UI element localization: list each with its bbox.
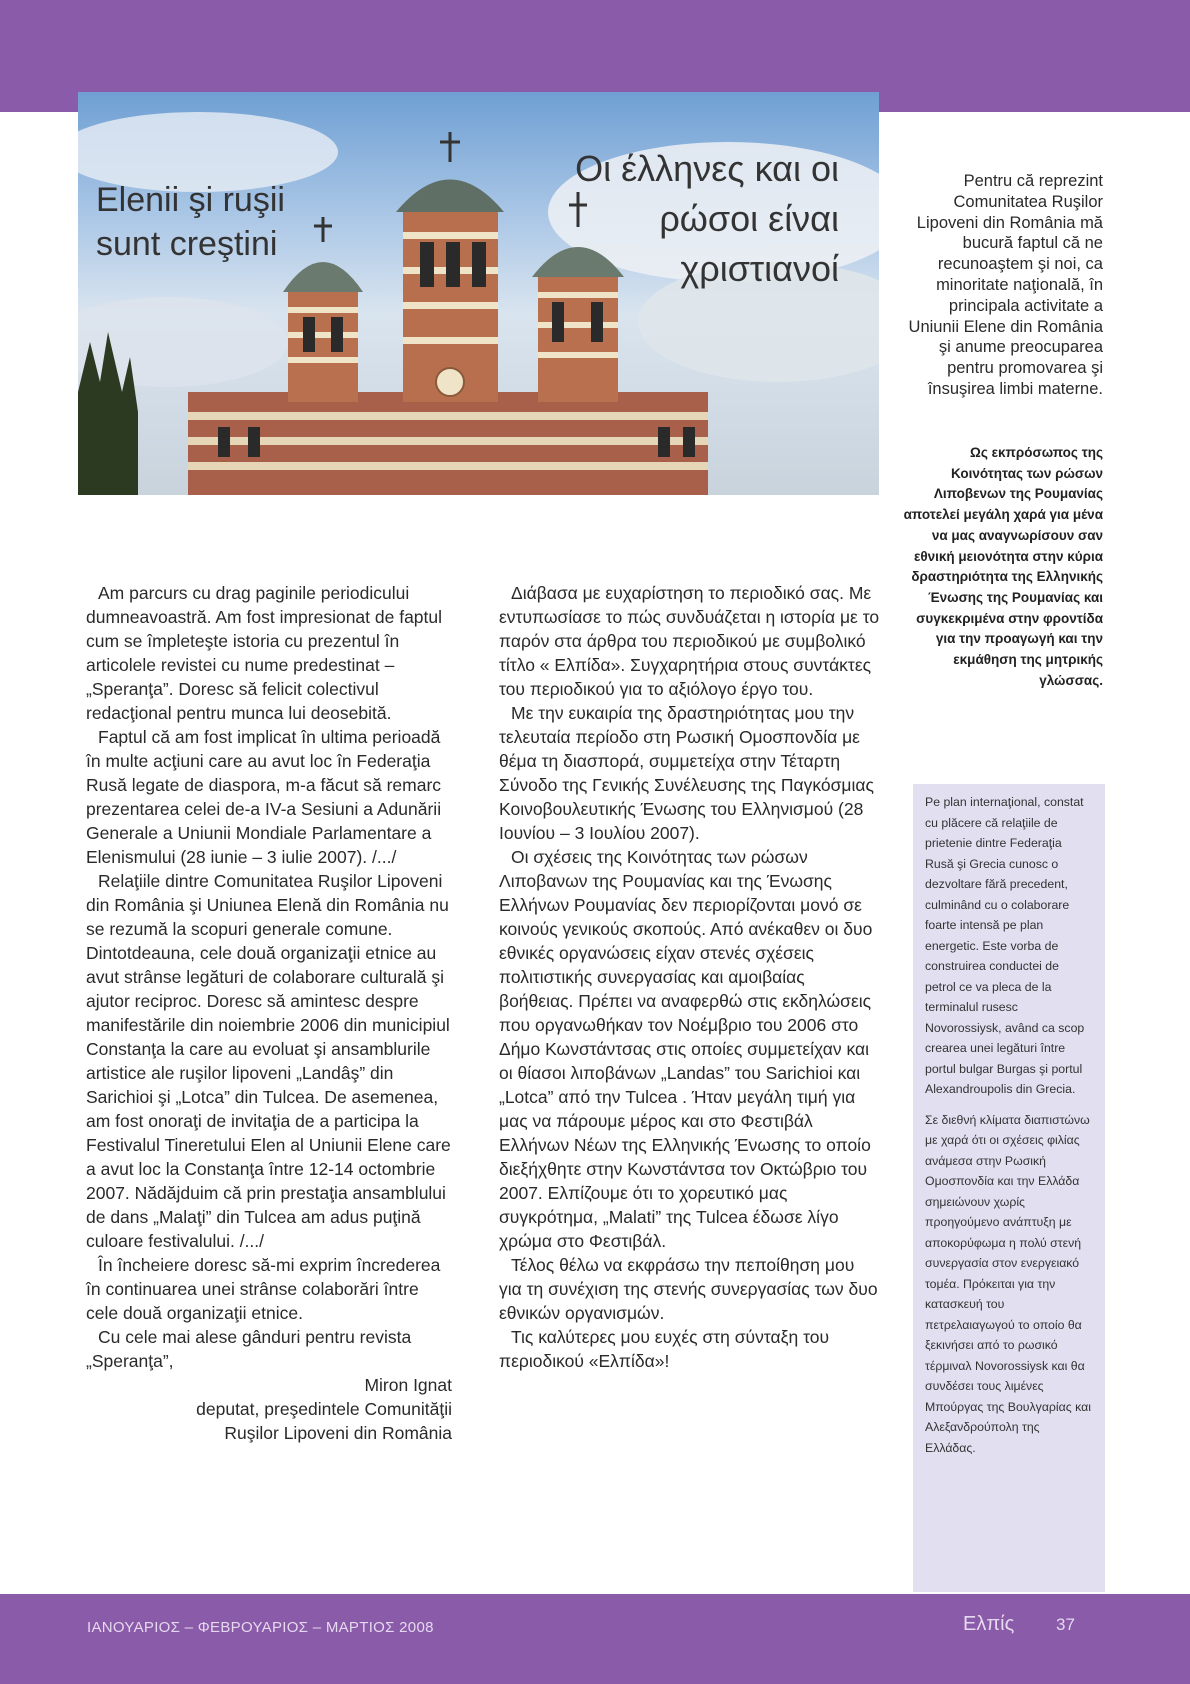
hero-title-gr-line: Οι έλληνες και οι: [575, 148, 839, 189]
paragraph: Οι σχέσεις της Κοινότητας των ρώσων Λιποβανων της Ρουμανίας και της Ένωσης Ελλήνων Ρουμανίας δεν περιορίζονται μονό σε κοινούς γενικούς σκοπούς. Από ανέκαθεν οι δυο εθνικές οργανώσεις είχαν στενές σχέσεις πολιτιστικής συνεργασίας και αμοιβαίας βοήθειας. Πρέπει να αναφερθώ στις εκδηλώσεις που οργανωθήκαν τον Νοέμβριο του 2006 στο Δήμο Κωνστάντσας στις οποίες συμμετείχαν και οι θίασοι λιποβάνων „Landas” του Sarichioi και „Lotca” από την Tulcea . Ήταν μεγάλη τιμή για μας να πάρουμε μέρος και στο Φεστιβάλ Ελλήνων Νέων της Ελληνικής Ένωσης το οποίο διεξήχθητε στην Κωνστάντσα τον Οκτώβριο του 2007. Ελπίζουμε ότι το χορευτικό μας συγκρότημα, „Malati” της Tulcea έδωσε λίγο χρώμα στο Φεστιβάλ.: [499, 847, 873, 1251]
hero-title-ro: [96, 178, 285, 266]
article-column-gr: [499, 581, 880, 1373]
signature-name: Miron Ignat: [364, 1375, 452, 1395]
hero-title-ro-line: sunt creştini: [96, 225, 278, 263]
footer-issue: ΙΑΝΟΥΑΡΙΟΣ – ΦΕΒΡΟΥΑΡΙΟΣ – ΜΑΡΤΙΟΣ 2008: [87, 1619, 434, 1636]
signature-title: Ruşilor Lipoveni din România: [224, 1423, 452, 1443]
hero-image: [78, 92, 879, 495]
paragraph: Τέλος θέλω να εκφράσω την πεποίθηση μου για τη συνέχιση της στενής συνεργασίας των δυο εθνικών οργανισμών.: [499, 1255, 878, 1323]
paragraph: În încheiere doresc să-mi exprim încrederea în continuarea unei strânse colaborări între cele două organizaţii etnice.: [86, 1255, 441, 1323]
sidebar-box-gr: Σε διεθνή κλίματα διαπιστώνω με χαρά ότι οι σχέσεις φιλίας ανάμεσα στην Ρωσική Ομοσπονδία και την Ελλάδα σημειώνουν χωρίς προηγούμενο ανάπτυξη με αποκορύφωμα η πολύ στενή συνεργασία στον ενεργειακό τομέα. Πρόκειται για την κατασκευή του πετρελαιαγωγού το οποίο θα ξεκινήσει από το ρωσικό τέρμιναλ Novorossiysk και θα συνδέσει τους λιμένες Μπούργας της Βουλγαρίας και Αλεξανδρούπολη της Ελλάδας.: [925, 1112, 1091, 1455]
sidebar-intro-ro: Pentru că reprezint Comunitatea Ruşilor Lipoveni din România mă bucură faptul că ne recunoaştem şi noi, ca minoritate naţională, în principala activitate a Uniunii Elene din România şi anume preocuparea pentru promovarea şi însuşirea limbi materne.: [908, 172, 1103, 398]
footer-band: [0, 1594, 1190, 1684]
hero-title-ro-line: Elenii şi ruşii: [96, 181, 285, 219]
hero-title-gr: [499, 144, 839, 294]
hero-title-gr-line: χριστιανοί: [680, 248, 839, 289]
paragraph: Am parcurs cu drag paginile periodicului dumneavoastră. Am fost impresionat de faptul cum se împleteşte istoria cu prezentul în articolele revistei cu nume predestinat – „Speranţa”. Doresc să felicit colectivul redacţional pentru munca lui deosebită.: [86, 583, 443, 723]
signature-title: deputat, preşedintele Comunităţii: [196, 1399, 452, 1419]
paragraph: Διάβασα με ευχαρίστηση το περιοδικό σας. Με εντυπωσίασε το πώς συνδυάζεται η ιστορία με το παρόν στα άρθρα του περιοδικού με συμβολικό τίτλο « Ελπίδα». Συγχαρητήρια στους συντάκτες του περιοδικού για το αξιόλογο έργο του.: [499, 583, 880, 699]
paragraph: Cu cele mai alese gânduri pentru revista „Speranţa”,: [86, 1327, 412, 1371]
footer-magazine-name: Ελπίς: [963, 1613, 1015, 1635]
paragraph: Με την ευκαιρία της δραστηριότητας μου την τελευταία περίοδο στη Ρωσική Ομοσπονδία με θέμα τη διασπορά, συμμετείχα στην Τέταρτη Σύνοδο της Γενικής Συνέλευσης της Παγκόσμιας Κοινοβουλευτικής Ένωσης του Ελληνισμού (28 Ιουνίου – 3 Ιουλίου 2007).: [499, 703, 874, 843]
paragraph: Faptul că am fost implicat în ultima perioadă în multe acţiuni care au avut loc în Federaţia Rusă legate de diaspora, m-a făcut să remarc prezentarea celei de-a IV-a Sesiuni a Adunării Generale a Uniunii Mondiale Parlamentare a Elenismului (28 iunie – 3 iulie 2007). /.../: [86, 727, 442, 867]
article-column-ro: [86, 581, 452, 1445]
paragraph: Relaţiile dintre Comunitatea Ruşilor Lipoveni din România şi Uniunea Elenă din România nu se rezumă la scopuri generale comune. Dintotdeauna, cele două organizaţii etnice au avut strânse legături de colaborare culturală şi ajutor reciproc. Doresc să amintesc despre manifestările din noiembrie 2006 din municipiul Constanţa la care au evoluat şi ansamblurile artistice ale ruşilor lipoveni „Landâş” din Sarichioi şi „Lotca” din Tulcea. De asemenea, am fost onoraţi de invitaţia de a participa la Festivalul Tineretului Elen al Uniunii Elene care a avut loc la Constanţa între 12-14 octombrie 2007. Nădăjduim că prin prestaţia ansamblului de dans „Malaţi” din Tulcea am adus puţină culoare festivalului. /.../: [86, 871, 451, 1251]
sidebar-box-ro: Pe plan internaţional, constat cu plăcere că relaţiile de prietenie dintre Federaţia Rusă şi Grecia cunosc o dezvoltare fără precedent, culminând cu o colaborare foarte intensă pe plan energetic. Este vorba de construirea conductei de petrol ce va pleca de la terminalul rusesc Novorossiysk, având ca scop crearea unei legături între portul bulgar Burgas şi portul Alexandroupolis din Grecia.: [925, 795, 1085, 1096]
sidebar-intro-gr: Ως εκπρόσωπος της Κοινότητας των ρώσων Λιποβενων της Ρουμανίας αποτελεί μεγάλη χαρά για μένα να μας αναγνωρίσουν σαν εθνική μειονότητα στην κύρια δραστηριότητα της Ελληνικής Ένωσης της Ρουμανίας και συγκεκριμένα στην φροντίδα για την προαγωγή και την εκμάθηση της μητρικής γλώσσας.: [903, 445, 1103, 688]
paragraph: Τις καλύτερες μου ευχές στη σύνταξη του περιοδικού «Ελπίδα»!: [499, 1327, 830, 1371]
hero-title-gr-line: ρώσοι είναι: [659, 198, 839, 239]
page-number: 37: [1056, 1615, 1075, 1634]
sidebar-box: [913, 784, 1105, 1592]
